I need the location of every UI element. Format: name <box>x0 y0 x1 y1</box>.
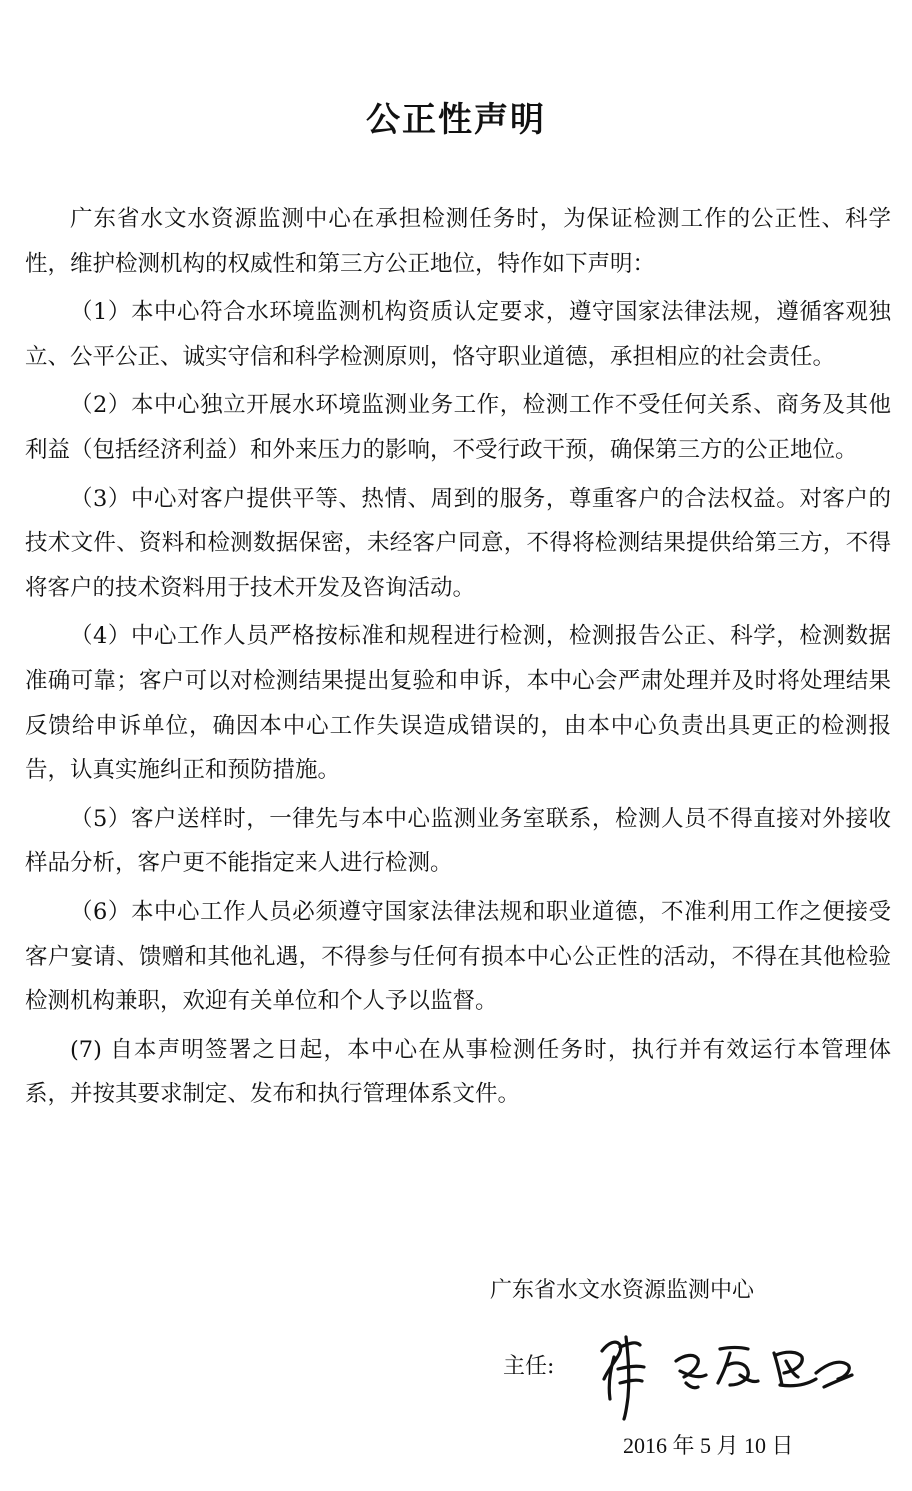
signing-date: 2016 年 5 月 10 日 <box>623 1433 794 1458</box>
clause-5-paragraph: （5）客户送样时，一律先与本中心监测业务室联系，检测人员不得直接对外接收样品分析，客户更不能指定来人进行检测。 <box>25 805 891 877</box>
clause-7-paragraph: (7) 自本声明签署之日起，本中心在从事检测任务时，执行并有效运行本管理体系，并按其要求制定、发布和执行管理体系文件。 <box>25 1036 891 1108</box>
clause-2-paragraph: （2）本中心独立开展水环境监测业务工作，检测工作不受任何关系、商务及其他利益（包括经济利益）和外来压力的影响，不受行政干预，确保第三方的公正地位。 <box>25 392 891 463</box>
director-label: 主任: <box>503 1354 555 1379</box>
organization-name: 广东省水文水资源监测中心 <box>490 1278 755 1303</box>
intro-paragraph: 广东省水文水资源监测中心在承担检测任务时，为保证检测工作的公正性、科学性，维护检测机构的权威性和第三方公正地位，特作如下声明： <box>25 206 891 277</box>
clause-6-paragraph: （6）本中心工作人员必须遵守国家法律法规和职业道德，不准利用工作之便接受客户宴请、馈赠和其他礼遇，不得参与任何有损本中心公正性的活动，不得在其他检验检测机构兼职，欢迎有关单位和个人予以监督。 <box>25 898 891 1015</box>
clause-4-paragraph: （4）中心工作人员严格按标准和规程进行检测，检测报告公正、科学，检测数据准确可靠；客户可以对检测结果提出复验和申诉，本中心会严肃处理并及时将处理结果反馈给申诉单位，确因本中心工作失误造成错误的，由本中心负责出具更正的检测报告，认真实施纠正和预防措施。 <box>25 623 891 784</box>
signature-block <box>490 1273 890 1473</box>
document-title: 公正性声明 <box>366 100 546 140</box>
handwritten-signature <box>580 1313 870 1423</box>
declaration-body <box>25 197 891 1121</box>
clause-1-paragraph: （1）本中心符合水环境监测机构资质认定要求，遵守国家法律法规，遵循客观独立、公平公正、诚实守信和科学检测原则，恪守职业道德，承担相应的社会责任。 <box>25 299 891 370</box>
clause-3-paragraph: （3）中心对客户提供平等、热情、周到的服务，尊重客户的合法权益。对客户的技术文件、资料和检测数据保密，未经客户同意，不得将检测结果提供给第三方，不得将客户的技术资料用于技术开发及咨询活动。 <box>25 485 891 601</box>
